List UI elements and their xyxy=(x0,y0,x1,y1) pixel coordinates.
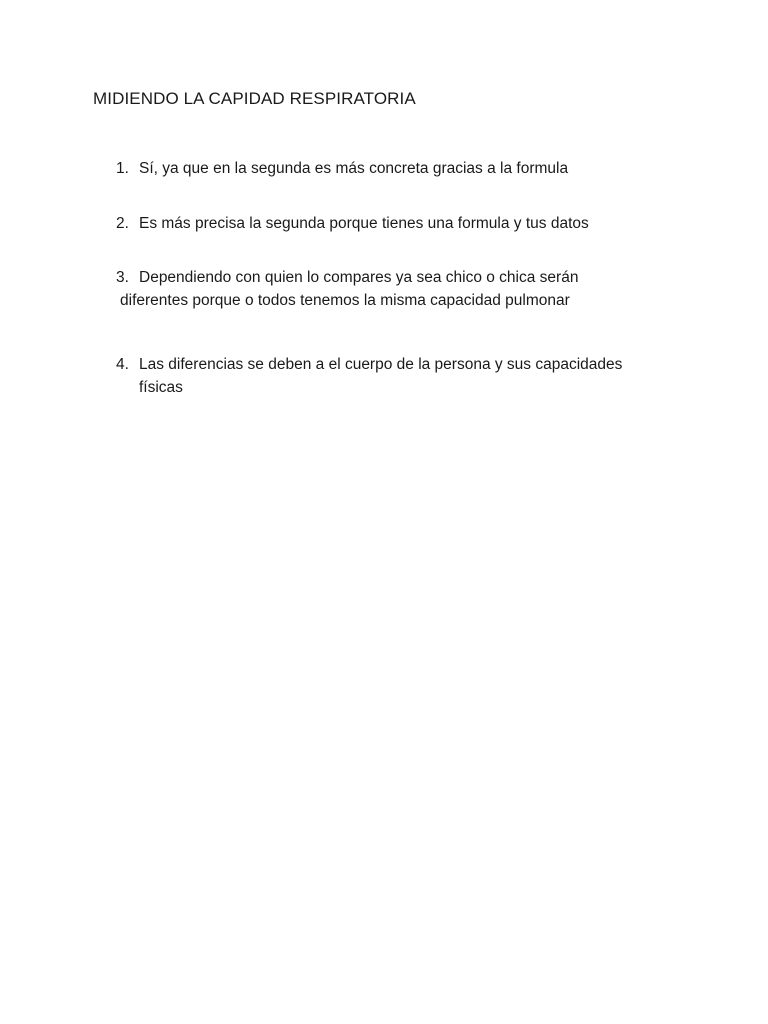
item-text-line: Las diferencias se deben a el cuerpo de la persona y sus capacidades xyxy=(139,356,623,373)
item-text-line: Sí, ya que en la segunda es más concreta gracias a la formula xyxy=(139,160,569,177)
document-title: MIDIENDO LA CAPIDAD RESPIRATORIA xyxy=(93,89,416,108)
item-text-line: diferentes porque o todos tenemos la misma capacidad pulmonar xyxy=(120,292,570,309)
item-text-line: físicas xyxy=(139,379,183,396)
item-text-line: Dependiendo con quien lo compares ya sea chico o chica serán xyxy=(139,269,579,286)
item-number: 2. xyxy=(116,215,129,232)
item-text-line: Es más precisa la segunda porque tienes una formula y tus datos xyxy=(139,215,589,232)
item-number: 1. xyxy=(116,160,129,177)
item-number: 4. xyxy=(116,356,129,373)
item-number: 3. xyxy=(116,269,129,286)
